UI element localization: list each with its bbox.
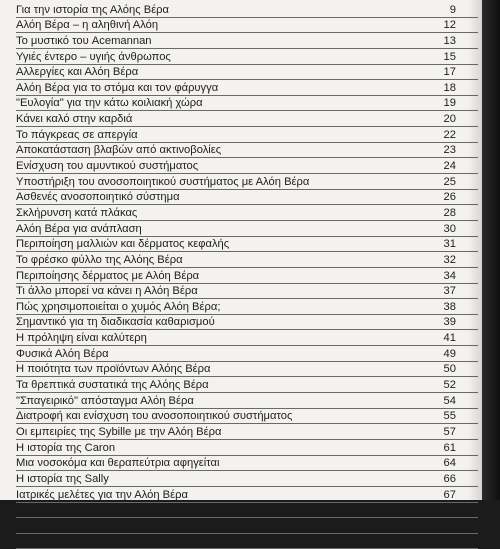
toc-entry-title: Τα θρεπτικά συστατικά της Αλόης Βέρα bbox=[16, 379, 209, 392]
toc-entry-title: Το φρέσκο φύλλο της Αλόης Βέρα bbox=[16, 253, 183, 266]
toc-entry bbox=[16, 33, 478, 49]
toc-entry-title: Μια νοσοκόμα και θεραπεύτρια αφηγείται bbox=[16, 457, 220, 470]
toc-entry-page-number: 49 bbox=[443, 347, 456, 360]
toc-entry bbox=[16, 143, 478, 159]
toc-entry-title: Αλόη Βέρα - Βοήθεια από το Α ως το Ω bbox=[16, 519, 209, 532]
toc-entry-page-number: 70 bbox=[443, 519, 456, 532]
toc-entry-title: Η ιστορία της Caron bbox=[16, 441, 116, 454]
toc-entry bbox=[16, 80, 478, 96]
toc-entry-page-number: 52 bbox=[443, 379, 456, 392]
toc-entry bbox=[16, 362, 478, 378]
toc-entry-title: Αλόη Βέρα για το στόμα και τον φάρυγγα bbox=[16, 81, 219, 94]
toc-entry-page-number: 41 bbox=[443, 332, 456, 345]
toc-entry bbox=[16, 221, 478, 237]
toc-entry bbox=[16, 174, 478, 190]
toc-entry-title: Υγιές έντερο – υγιής άνθρωπος bbox=[16, 50, 171, 63]
table-of-contents bbox=[16, 2, 478, 549]
toc-entry-page-number: 69 bbox=[443, 504, 456, 517]
toc-entry bbox=[16, 111, 478, 127]
toc-entry-title: Διατροφή και ενίσχυση του ανοσοποιητικού συστήματος bbox=[16, 410, 293, 423]
toc-entry-title: Τι άλλο μπορεί να κάνει η Αλόη Βέρα bbox=[16, 285, 198, 298]
toc-entry-title: Περιποίηση μαλλιών και δέρματος κεφαλής bbox=[16, 238, 230, 251]
toc-entry-page-number: 22 bbox=[443, 128, 456, 141]
toc-entry-title: Η ποιότητα των προϊόντων Αλόης Βέρα bbox=[16, 363, 211, 376]
toc-entry bbox=[16, 299, 478, 315]
toc-entry bbox=[16, 487, 478, 503]
toc-entry-page-number: 61 bbox=[443, 441, 456, 454]
toc-entry-page-number: 37 bbox=[443, 285, 456, 298]
toc-entry-page-number: 30 bbox=[443, 222, 456, 235]
toc-entry bbox=[16, 205, 478, 221]
toc-entry-page-number: 73 bbox=[443, 535, 456, 548]
toc-entry bbox=[16, 190, 478, 206]
toc-entry bbox=[16, 440, 478, 456]
toc-entry-page-number: 20 bbox=[443, 113, 456, 126]
toc-entry-page-number: 31 bbox=[443, 238, 456, 251]
toc-entry-page-number: 17 bbox=[443, 66, 456, 79]
toc-entry-page-number: 67 bbox=[443, 488, 456, 501]
toc-entry-page-number: 28 bbox=[443, 206, 456, 219]
toc-entry-title: Αλλεργίες και Αλόη Βέρα bbox=[16, 66, 139, 79]
toc-entry-title: Ενίσχυση του αμυντικού συστήματος bbox=[16, 160, 199, 173]
toc-entry bbox=[16, 268, 478, 284]
toc-entry-page-number: 26 bbox=[443, 191, 456, 204]
toc-entry-title: "Σπαγειρικό" απόσταγμα Αλόη Βέρα bbox=[16, 394, 194, 407]
toc-entry-page-number: 66 bbox=[443, 472, 456, 485]
toc-entry bbox=[16, 424, 478, 440]
toc-entry-title: Η πρόληψη είναι καλύτερη bbox=[16, 332, 147, 345]
toc-entry bbox=[16, 284, 478, 300]
toc-entry-title: Αποκατάσταση βλαβών από ακτινοβολίες bbox=[16, 144, 222, 157]
toc-entry bbox=[16, 377, 478, 393]
toc-entry-title: Περιποίησης δέρματος με Αλόη Βέρα bbox=[16, 269, 200, 282]
toc-entry-page-number: 32 bbox=[443, 253, 456, 266]
toc-entry-page-number: 38 bbox=[443, 300, 456, 313]
toc-entry bbox=[16, 127, 478, 143]
toc-entry-title: Σημαντικό για τη διαδικασία καθαρισμού bbox=[16, 316, 215, 329]
toc-entry bbox=[16, 315, 478, 331]
toc-entry bbox=[16, 503, 478, 519]
toc-entry bbox=[16, 346, 478, 362]
toc-entry-title: Σκλήρυνση κατά πλάκας bbox=[16, 206, 138, 219]
toc-entry bbox=[16, 158, 478, 174]
toc-entry-title: Κάνει καλό στην καρδιά bbox=[16, 113, 133, 126]
toc-entry-page-number: 50 bbox=[443, 363, 456, 376]
toc-entry-page-number: 39 bbox=[443, 316, 456, 329]
toc-entry bbox=[16, 409, 478, 425]
toc-entry-title: Ιατρικές μελέτες για την Αλόη Βέρα bbox=[16, 488, 188, 501]
toc-entry bbox=[16, 49, 478, 65]
toc-entry-page-number: 19 bbox=[443, 97, 456, 110]
toc-entry-page-number: 55 bbox=[443, 410, 456, 423]
toc-entry bbox=[16, 393, 478, 409]
toc-entry-page-number: 64 bbox=[443, 457, 456, 470]
toc-entry-title: Για την ιστορία της Αλόης Βέρα bbox=[16, 3, 170, 16]
toc-entry-title: Αλόη Βέρα για ανάπλαση bbox=[16, 222, 142, 235]
toc-entry bbox=[16, 330, 478, 346]
toc-entry-title: "Ευλογία" για την κάτω κοιλιακή χώρα bbox=[16, 97, 203, 110]
toc-entry-page-number: 24 bbox=[443, 160, 456, 173]
toc-entry bbox=[16, 456, 478, 472]
toc-entry bbox=[16, 252, 478, 268]
toc-entry-title: Υποστήριξη του ανοσοποιητικού συστήματος με Αλόη Βέρα bbox=[16, 175, 310, 188]
toc-entry bbox=[16, 534, 478, 549]
toc-entry-page-number: 23 bbox=[443, 144, 456, 157]
toc-entry bbox=[16, 237, 478, 253]
toc-entry-page-number: 57 bbox=[443, 425, 456, 438]
toc-entry-title: Οι εμπειρίες της Sybille με την Αλόη Βέρα bbox=[16, 425, 222, 438]
toc-entry bbox=[16, 18, 478, 34]
toc-entry bbox=[16, 65, 478, 81]
toc-entry-title: Η ιστορία της Sally bbox=[16, 472, 109, 485]
toc-entry bbox=[16, 518, 478, 534]
toc-entry-page-number: 9 bbox=[449, 3, 456, 16]
toc-entry-page-number: 54 bbox=[443, 394, 456, 407]
page-edge-shadow bbox=[482, 0, 500, 500]
toc-entry-title: Αλόη Βέρα – η αληθινή Αλόη bbox=[16, 19, 159, 32]
toc-entry-title: Ευχαριστίες bbox=[16, 535, 75, 548]
toc-entry-page-number: 15 bbox=[443, 50, 456, 63]
toc-entry-page-number: 18 bbox=[443, 81, 456, 94]
toc-entry-title: Πώς χρησιμοποιείται ο χυμός Αλόη Βέρα; bbox=[16, 300, 221, 313]
toc-entry-title: Ιατρικές μελέτες σε ζώα bbox=[16, 504, 133, 517]
toc-entry bbox=[16, 96, 478, 112]
toc-entry-title: Φυσικά Αλόη Βέρα bbox=[16, 347, 109, 360]
toc-entry-title: Το πάγκρεας σε απεργία bbox=[16, 128, 138, 141]
toc-entry-page-number: 12 bbox=[443, 19, 456, 32]
toc-entry-title: Το μυστικό του Acemannan bbox=[16, 34, 152, 47]
toc-entry bbox=[16, 2, 478, 18]
toc-entry-title: Ασθενές ανοσοποιητικό σύστημα bbox=[16, 191, 180, 204]
toc-entry bbox=[16, 471, 478, 487]
toc-entry-page-number: 25 bbox=[443, 175, 456, 188]
toc-entry-page-number: 13 bbox=[443, 34, 456, 47]
toc-entry-page-number: 34 bbox=[443, 269, 456, 282]
